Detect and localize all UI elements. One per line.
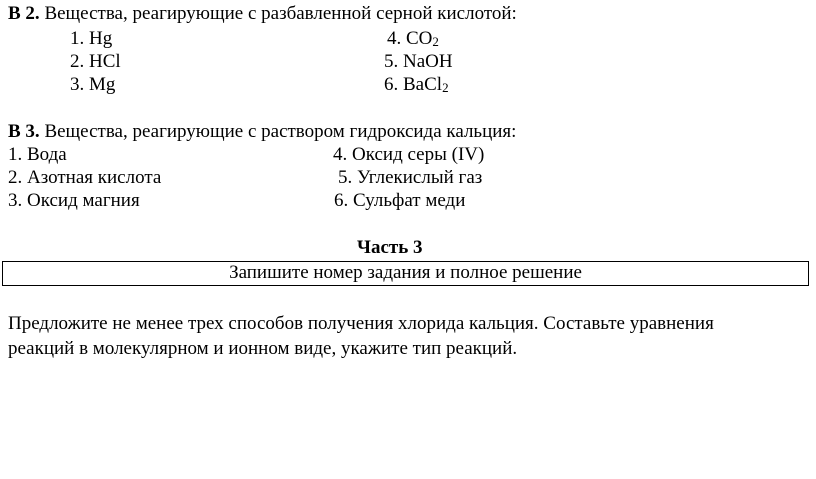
b3-option-5: 5. Углекислый газ (338, 167, 483, 188)
option-text: NaOH (403, 51, 453, 72)
question-b3-header (8, 121, 516, 143)
b2-option-2 (70, 51, 121, 73)
b3-option-6: 6. Сульфат меди (334, 190, 466, 211)
option-number: 2. (70, 51, 85, 72)
b2-option-3 (70, 74, 115, 96)
b2-option-5 (384, 51, 453, 73)
b3-option-4: 4. Оксид серы (IV) (333, 144, 485, 165)
b3-option-3: 3. Оксид магния (8, 190, 140, 211)
option-subscript: 2 (432, 34, 439, 49)
option-number: 6. (384, 74, 399, 95)
question-b3-label: В 3. (8, 121, 40, 142)
b3-option-2: 2. Азотная кислота (8, 167, 162, 188)
option-text: Mg (89, 74, 116, 95)
part3-heading: Часть 3 (357, 237, 423, 258)
task-line-1: Предложите не менее трех способов получения хлорида кальция. Составьте уравнения (8, 313, 714, 334)
b2-option-1 (70, 28, 112, 50)
option-text: BaCl (403, 74, 443, 95)
question-b2-header (8, 3, 517, 25)
b2-option-4 (387, 28, 439, 50)
option-text: HCl (89, 51, 121, 72)
option-number: 5. (384, 51, 399, 72)
question-b2-label: В 2. (8, 3, 40, 24)
b2-option-6 (384, 74, 449, 96)
option-text: CO (406, 28, 433, 49)
option-text: Hg (89, 28, 113, 49)
option-subscript: 2 (442, 80, 449, 95)
part3-instruction: Запишите номер задания и полное решение (229, 262, 582, 283)
part3-instruction-box (2, 261, 809, 286)
option-number: 3. (70, 74, 85, 95)
question-b3-title: Вещества, реагирующие с раствором гидроксида кальция: (39, 121, 517, 142)
b3-option-1: 1. Вода (8, 144, 67, 165)
question-b2-title: Вещества, реагирующие с разбавленной серной кислотой: (39, 3, 517, 24)
option-number: 4. (387, 28, 402, 49)
task-line-2: реакций в молекулярном и ионном виде, укажите тип реакций. (8, 338, 518, 359)
option-number: 1. (70, 28, 85, 49)
